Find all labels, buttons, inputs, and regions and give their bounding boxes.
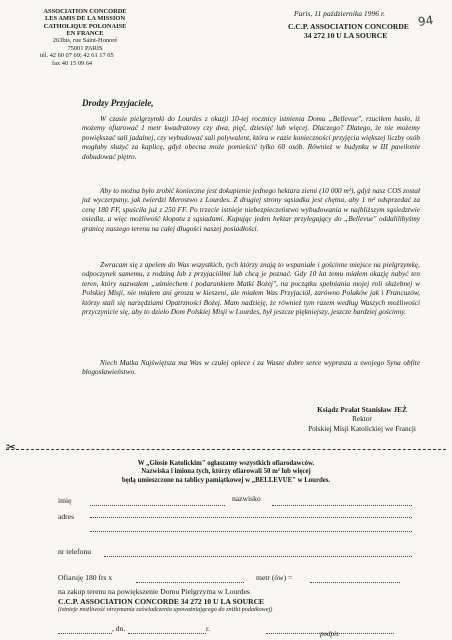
cut-line bbox=[6, 449, 446, 450]
org-phone: tél. 42 60 07 69; 42 61 17 05 bbox=[40, 52, 114, 60]
ccp-account-number: 34 272 10 U LA SOURCE bbox=[304, 31, 388, 40]
org-address-city: 75001 PARIS bbox=[67, 44, 103, 52]
signature-block bbox=[282, 405, 442, 433]
signatory-name: Ksiądz Prałat Stanisław JEŻ bbox=[317, 405, 407, 414]
paragraph-text: Aby to można było zrobić konieczne jest dokupienie jednego hektara ziemi (10 000 m²), gdyż nasz COS został już wyczerpany, jak twierdzi Merostwo z Lourdes. Z drugiej strony sąsiadka jest chętna, aby 1 m² odsprzedać za cenę 180 FF, spuściła już z 250 FF. Po trzecie istnieje niebezpieczeństwo wybudowania w najbliższym sąsiedztwie osiedla, a więc możliwość kłopotu z sąsiadami. Kupując jeden hektar przylegający do „Bellevue" oddalilibyśmy granicę naszego terenu na całej długości naszej posiadłości. bbox=[82, 186, 420, 233]
paragraph-text: W czasie pielgrzymki do Lourdes z okazji 10-tej rocznicy istnienia Domu „Bellevue", rzuciłem hasło, iż możemy ofiarować 1 metr kwadratowy czy dwa, pięć, dziesięć lub więcej. Dlaczego? Dlatego, że nie możemy powiększać sali jadalnej, czy wybudować sali polywalent, która w razie konieczności przyjęcia większej liczby osób mogłaby służyć za kaplicę, gdyż obecna może pomieścić tylko 60 osób. Również w budynku w III pawilonie dobudować piętro. bbox=[82, 114, 420, 161]
paragraph-4 bbox=[82, 358, 420, 377]
salutation: Drodzy Przyjaciele, bbox=[82, 98, 154, 108]
paragraph-text: Niech Matka Najświętsza ma Was w czułej opiece i za Wasze dobre serce wyprasza u swojego Syna obfite błogosławieństwo. bbox=[82, 358, 420, 377]
letter-date: Paris, 11 października 1996 r. bbox=[294, 9, 385, 18]
date-label: , dn. bbox=[112, 624, 126, 633]
org-name-line: CATHOLIQUE POLONAISE bbox=[43, 22, 127, 30]
last-name-field[interactable] bbox=[272, 505, 412, 506]
org-address-street: 263bis, rue Saint-Honoré bbox=[52, 37, 118, 45]
address-field-line[interactable] bbox=[90, 531, 412, 532]
address-field-line[interactable] bbox=[90, 517, 412, 518]
header-right bbox=[288, 9, 438, 40]
form-heading bbox=[60, 460, 392, 485]
meters-equals-label: metr (ów) = bbox=[256, 573, 293, 582]
paragraph-2 bbox=[82, 186, 420, 233]
handwritten-page-number: 94 bbox=[417, 13, 435, 29]
address-label: adres bbox=[58, 512, 75, 521]
org-name-line: EN FRANCE bbox=[66, 29, 104, 37]
paragraph-text: Zwracam się z apelem do Was wszystkich, tych którzy znają to wspaniałe i gościnne miejsce na pielgrzymkę, odpoczynek samemu, z rodziną lub z przyjaciółmi lub chcą je poznać. Gdy 10 lat temu miałem okazję nabyć ten teren, który nazwałem „uśmiechem i podarunkiem Matki Bożej", na początku spełniania mojej roli służebnej w Polskiej Misji, nie miałem ani grosza w kieszeni, ale miałem Was Przyjaciół, zarówno Polaków jak i Francuzów, którzy stali się narzędziami Opatrzności Bożej. Mam nadzieję, że również tym razem według Waszych możliwości przyczynicie się, aby to dzieło Dom Polskiej Misji w Lourdes, był jeszcze piękniejszy, jeszcze bardziej gościnny. bbox=[82, 260, 420, 317]
scissors-icon: ✂ bbox=[6, 440, 17, 454]
paragraph-1 bbox=[82, 114, 420, 161]
phone-field[interactable] bbox=[104, 556, 412, 557]
form-heading-line: Nazwiska i imiona tych, którzy ofiarowali 50 m² lub więcej bbox=[141, 468, 311, 476]
org-name-line: ASSOCIATION CONCORDE bbox=[43, 8, 127, 15]
place-field[interactable] bbox=[58, 633, 112, 634]
form-heading-line: W „Głosie Katolickim" ogłaszamy wszystkich ofiarodawców. bbox=[137, 460, 315, 467]
meters-field[interactable] bbox=[136, 582, 244, 583]
tax-note: (istnieje możliwość otrzymania zaświadczenia upoważniającego do zniżki podatkowej) bbox=[58, 606, 273, 613]
form-heading-line: będą umieszczone na tablicy pamiątkowej w „BELLEVUE" w Lourdes. bbox=[121, 476, 331, 484]
purchase-text: na zakup terenu na powiększenie Domu Pielgrzyma w Lourdes bbox=[58, 587, 250, 596]
signatory-org: Polskiej Misji Katolickiej we Francji bbox=[308, 423, 416, 433]
phone-label: nr telefonu bbox=[58, 547, 92, 556]
total-field[interactable] bbox=[310, 582, 400, 583]
year-label: r. bbox=[206, 624, 211, 633]
ccp-account-name: C.C.P. ASSOCIATION CONCORDE bbox=[288, 22, 409, 31]
first-name-label: imię bbox=[58, 496, 72, 505]
last-name-label: nazwisko bbox=[232, 494, 261, 503]
ccp-line: C.C.P. ASSOCIATION CONCORDE 34 272 10 U LA SOURCE bbox=[58, 597, 265, 606]
date-field[interactable] bbox=[128, 633, 206, 634]
org-name-line: LES AMIS DE LA MISSION bbox=[45, 15, 125, 23]
offer-label: Ofiaruję 180 frs x bbox=[58, 573, 113, 582]
org-fax: fax 40 15 09 64 bbox=[52, 59, 93, 67]
letterhead bbox=[30, 8, 140, 68]
first-name-field[interactable] bbox=[90, 505, 225, 506]
paragraph-3 bbox=[82, 260, 420, 316]
signature-label: podpis bbox=[320, 630, 339, 638]
signatory-title: Rektor bbox=[352, 414, 372, 424]
